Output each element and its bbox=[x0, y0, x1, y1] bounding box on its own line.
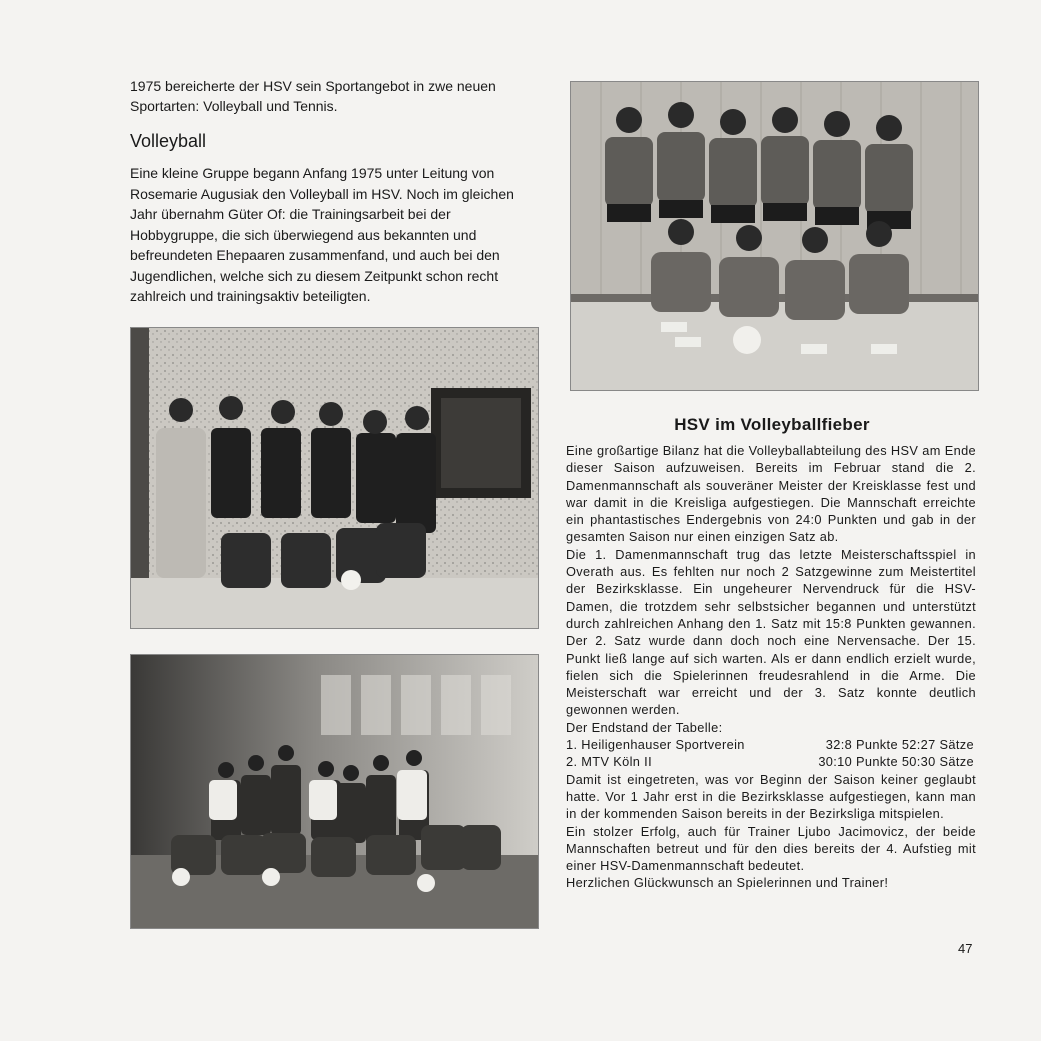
volleyball-history-paragraph: Eine kleine Gruppe begann Anfang 1975 unter Leitung von Rosemarie Augusiak den Volleyball im HSV. Noch im gleichen Jahr übernahm Güter Of: die Trainingsarbeit bei der Hobbygruppe, die sich überwiegend aus bekannten und befreundeten Ehepaaren zusammenfand, und auch bei den Jugendlichen, welche sich zu diesem Zeitpunkt schon recht zahlreich und trainingsaktiv beteiligten. bbox=[130, 165, 514, 304]
intro-paragraph: 1975 bereicherte der HSV sein Sportangebot in zwe neuen Sportarten: Volleyball und Tennis. bbox=[130, 78, 496, 114]
article-paragraph-3: Damit ist eingetreten, was vor Beginn der Saison keiner geglaubt hatte. Vor 1 Jahr erst in die Bezirksklasse aufgestiegen, kann man in der kommenden Saison bereits in der Bezirksliga mitspielen. bbox=[566, 771, 976, 822]
team-photo-women bbox=[570, 81, 979, 391]
table-intro: Der Endstand der Tabelle: bbox=[566, 719, 723, 735]
article-title: HSV im Volleyballfieber bbox=[674, 415, 870, 434]
standings-row bbox=[566, 753, 976, 770]
article-paragraph-1: Eine großartige Bilanz hat die Volleyballabteilung des HSV am Ende dieser Saison aufzuweisen. Bereits im Februar stand die 2. Damenmannschaft als souveräner Meister der Kreisklasse fest und war damit in die Kreisliga aufgestiegen. Die Mannschaft erreichte ein phantastisches Endergebnis von 24:0 Punkten und gab in der gesamten Saison nur einen einzigen Satz ab. bbox=[566, 443, 976, 545]
standings-team: 2. MTV Köln II bbox=[566, 754, 652, 770]
standings-row bbox=[566, 736, 976, 753]
article-paragraph-4: Ein stolzer Erfolg, auch für Trainer Ljubo Jacimovicz, der beide Mannschaften betreut und für den dies bereits der 4. Aufstieg mit einer HSV-Damenmannschaft bedeutet. bbox=[566, 823, 976, 874]
page-number: 47 bbox=[958, 941, 973, 956]
standings-team: 1. Heiligenhauser Sportverein bbox=[566, 737, 745, 753]
standings-result: 32:8 Punkte 52:27 Sätze bbox=[825, 737, 974, 753]
article-paragraph-2: Die 1. Damenmannschaft trug das letzte Meisterschaftsspiel in Overath aus. Es fehlten nur noch 2 Satzgewinne zum Meistertitel der Bezirksklasse. Ein ungeheurer Nervendruck für die HSV-Damen, die trotzdem sehr selbstsicher begannen und unterstützt durch zahlreichen Anhang den 1. Satz mit 15:8 Punkten gewannen. Der 2. Satz wurde dann doch noch eine Nervensache. Der 15. Punkt ließ lange auf sich warten. Als er dann endlich erzielt wurde, fielen sich die Spielerinnen freudesrahlend in die Arme. Die Meisterschaft war erreicht und der 3. Satz konnte deutlich gewonnen werden. bbox=[566, 546, 976, 718]
article-body bbox=[566, 442, 976, 892]
group-photo-gym-1 bbox=[130, 327, 539, 629]
group-photo-gym-2 bbox=[130, 654, 539, 929]
section-heading-volleyball: Volleyball bbox=[130, 131, 207, 151]
article-paragraph-5: Herzlichen Glückwunsch an Spielerinnen und Trainer! bbox=[566, 875, 889, 891]
standings-result: 30:10 Punkte 50:30 Sätze bbox=[818, 754, 974, 770]
